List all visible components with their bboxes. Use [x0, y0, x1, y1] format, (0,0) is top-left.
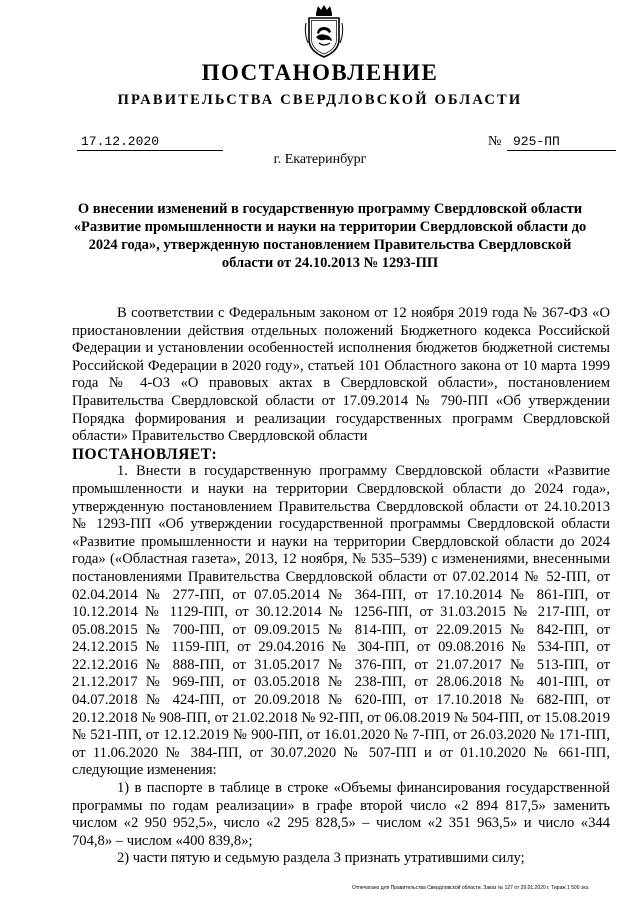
document-heading: О внесении изменений в государственную программу Свердловской области «Развитие промышленности и науки на территории Свердловской области до 2024 года», утвержденную постановлением Правительства Свердловской области от 24.10.2013 № 1293-ПП: [73, 201, 587, 271]
print-footer: Отпечатано для Правительства Свердловской области. Заказ № 127 от 29.01.2020 г. Тираж 1 500 экз.: [352, 885, 590, 891]
item-1-paragraph: 1. Внести в государственную программу Свердловской области «Развитие промышленности и науки на территории Свердловской области до 2024 года», утвержденную постановлением Правительства Свердловской области от 24.10.2013 № 1293-ПП «Об утверждении государственной программы Свердловской области «Развитие промышленности и науки на территории Свердловской области до 2024 года» («Областная газета», 2013, 12 ноября, № 535–539) с изменениями, внесенными постановлениями Правительства Свердловской области от 07.02.2014 № 52-ПП, от 02.04.2014 № 277-ПП, от 07.05.2014 № 364-ПП, от 17.10.2014 № 861-ПП, от 10.12.2014 № 1129-ПП, от 30.12.2014 № 1256-ПП, от 31.03.2015 № 217-ПП, от 05.08.2015 № 700-ПП, от 09.09.2015 № 814-ПП, от 22.09.2015 № 842-ПП, от 24.12.2015 № 1159-ПП, от 29.04.2016 № 304-ПП, от 09.08.2016 № 534-ПП, от 22.12.2016 № 888-ПП, от 31.05.2017 № 376-ПП, от 21.07.2017 № 513-ПП, от 21.12.2017 № 969-ПП, от 03.05.2018 № 238-ПП, от 28.06.2018 № 401-ПП, от 04.07.2018 № 424-ПП, от 20.09.2018 № 620-ПП, от 17.10.2018 № 682-ПП, от 20.12.2018 № 908-ПП, от 21.02.2018 № 92-ПП, от 06.08.2019 № 504-ПП, от 15.08.2019 № 521-ПП, от 12.12.2019 № 900-ПП, от 16.01.2020 № 7-ПП, от 26.03.2020 № 171-ПП, от 11.06.2020 № 384-ПП, от 30.07.2020 № 507-ПП и от 01.10.2020 № 661-ПП, следующие изменения:: [72, 463, 610, 779]
item-1-1-paragraph: 1) в паспорте в таблице в строке «Объемы финансирования государственной программы по годам реализации» в графе второй число «2 894 817,5» заменить числом «2 950 952,5», число «2 295 828,5» – числом «2 351 963,5» и число «344 704,8» – числом «400 839,8»;: [72, 780, 610, 849]
document-body: [72, 305, 610, 868]
city: г. Екатеринбург: [273, 152, 367, 167]
preamble-paragraph: В соответствии с Федеральным законом от 12 ноября 2019 года № 367-ФЗ «О приостановлении действия отдельных положений Бюджетного кодекса Российской Федерации и установлении особенностей исполнения бюджетов бюджетной системы Российской Федерации в 2020 году», статьей 101 Областного закона от 10 марта 1999 года № 4-ОЗ «О правовых актах в Свердловской области», постановлением Правительства Свердловской области от 17.09.2014 № 790-ПП «Об утверждении Порядка формирования и реализации государственных программ Свердловской области» Правительство Свердловской области: [72, 305, 610, 445]
document-number: 925-ПП: [507, 134, 616, 151]
coat-of-arms-icon: [304, 3, 344, 61]
document-title: ПОСТАНОВЛЕНИЕ: [201, 60, 439, 85]
number-label: №: [488, 134, 502, 149]
document-subtitle: ПРАВИТЕЛЬСТВА СВЕРДЛОВСКОЙ ОБЛАСТИ: [117, 92, 523, 108]
document-date: 17.12.2020: [77, 134, 223, 151]
decree-word: ПОСТАНОВЛЯЕТ:: [72, 445, 218, 463]
item-1-2-paragraph: 2) части пятую и седьмую раздела 3 признать утратившими силу;: [117, 850, 525, 867]
